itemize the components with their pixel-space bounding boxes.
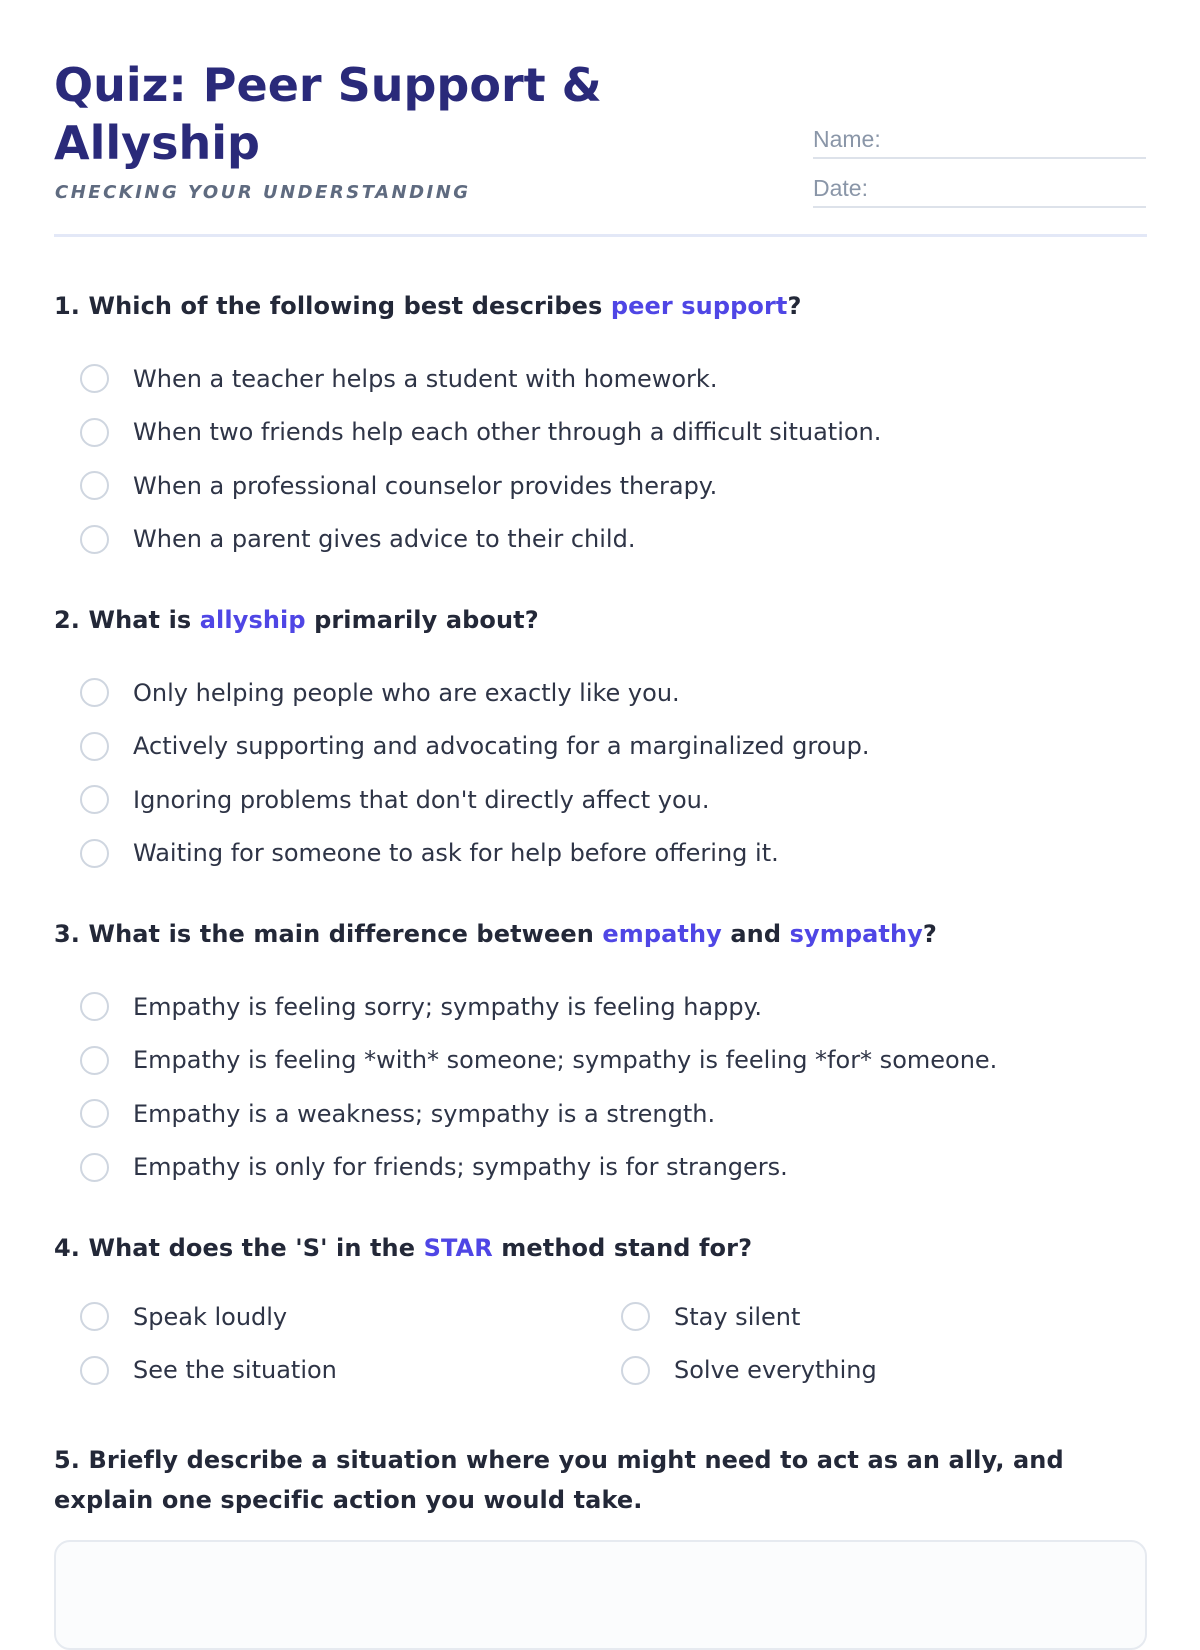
radio-button[interactable] xyxy=(80,525,109,554)
option[interactable] xyxy=(80,352,881,406)
option-label: Empathy is feeling sorry; sympathy is feeling happy. xyxy=(133,992,763,1021)
option[interactable] xyxy=(80,1034,997,1088)
option-label: See the situation xyxy=(133,1356,337,1385)
radio-button[interactable] xyxy=(80,1046,109,1075)
highlight-term: allyship xyxy=(199,606,306,634)
option[interactable] xyxy=(80,513,881,567)
question-3-options xyxy=(80,980,997,1194)
question-4-options xyxy=(80,1290,980,1397)
radio-button[interactable] xyxy=(80,1153,109,1182)
radio-button[interactable] xyxy=(80,992,109,1021)
date-label: Date: xyxy=(813,175,868,201)
option-label: When two friends help each other through a difficult situation. xyxy=(133,418,882,447)
question-1: 1. Which of the following best describes peer support? xyxy=(54,292,802,320)
option-label: Speak loudly xyxy=(133,1302,288,1331)
highlight-term: peer support xyxy=(610,292,788,320)
page-title: Quiz: Peer Support & Allyship xyxy=(54,58,602,170)
radio-button[interactable] xyxy=(621,1356,650,1385)
highlight-term: STAR xyxy=(423,1234,493,1262)
question-2: 2. What is allyship primarily about? xyxy=(54,606,539,634)
option[interactable] xyxy=(80,827,870,881)
highlight-term: sympathy xyxy=(789,920,923,948)
date-field[interactable] xyxy=(813,175,1146,208)
option-label: Waiting for someone to ask for help before offering it. xyxy=(133,839,779,868)
answer-textarea[interactable] xyxy=(54,1540,1147,1650)
header-divider xyxy=(54,234,1147,237)
radio-button[interactable] xyxy=(80,785,109,814)
option-label: Empathy is only for friends; sympathy is for strangers. xyxy=(133,1153,788,1182)
name-label: Name: xyxy=(813,126,881,152)
option[interactable] xyxy=(80,1141,997,1195)
radio-button[interactable] xyxy=(80,1356,109,1385)
option[interactable] xyxy=(80,720,870,774)
option-label: Solve everything xyxy=(674,1356,877,1385)
question-2-options xyxy=(80,666,870,880)
radio-button[interactable] xyxy=(80,1099,109,1128)
option[interactable] xyxy=(80,459,881,513)
option-label: Empathy is a weakness; sympathy is a strength. xyxy=(133,1099,716,1128)
radio-button[interactable] xyxy=(80,1302,109,1331)
radio-button[interactable] xyxy=(80,418,109,447)
highlight-term: empathy xyxy=(602,920,722,948)
option[interactable] xyxy=(80,666,870,720)
radio-button[interactable] xyxy=(80,364,109,393)
page-subtitle: CHECKING YOUR UNDERSTANDING xyxy=(55,182,471,203)
option-label: Only helping people who are exactly like you. xyxy=(133,678,680,707)
radio-button[interactable] xyxy=(80,732,109,761)
option[interactable] xyxy=(80,1290,621,1344)
option-label: Empathy is feeling *with* someone; sympathy is feeling *for* someone. xyxy=(133,1046,998,1075)
option[interactable] xyxy=(621,1344,980,1398)
radio-button[interactable] xyxy=(621,1302,650,1331)
option-label: Actively supporting and advocating for a marginalized group. xyxy=(133,732,870,761)
option-label: Ignoring problems that don't directly affect you. xyxy=(133,785,710,814)
question-3: 3. What is the main difference between empathy and sympathy? xyxy=(54,920,937,948)
question-1-options xyxy=(80,352,881,566)
radio-button[interactable] xyxy=(80,839,109,868)
radio-button[interactable] xyxy=(80,678,109,707)
option-label: When a professional counselor provides therapy. xyxy=(133,471,718,500)
option[interactable] xyxy=(621,1290,980,1344)
option-label: When a teacher helps a student with homework. xyxy=(133,364,718,393)
option[interactable] xyxy=(80,980,997,1034)
name-field[interactable] xyxy=(813,126,1146,159)
option-label: When a parent gives advice to their child. xyxy=(133,525,636,554)
option[interactable] xyxy=(80,1087,997,1141)
question-4: 4. What does the 'S' in the STAR method stand for? xyxy=(54,1234,753,1262)
option-label: Stay silent xyxy=(674,1302,801,1331)
option[interactable] xyxy=(80,773,870,827)
option[interactable] xyxy=(80,406,881,460)
radio-button[interactable] xyxy=(80,471,109,500)
question-5: 5. Briefly describe a situation where you might need to act as an ally, and explain one specific action you would take. xyxy=(54,1446,1064,1514)
option[interactable] xyxy=(80,1344,621,1398)
